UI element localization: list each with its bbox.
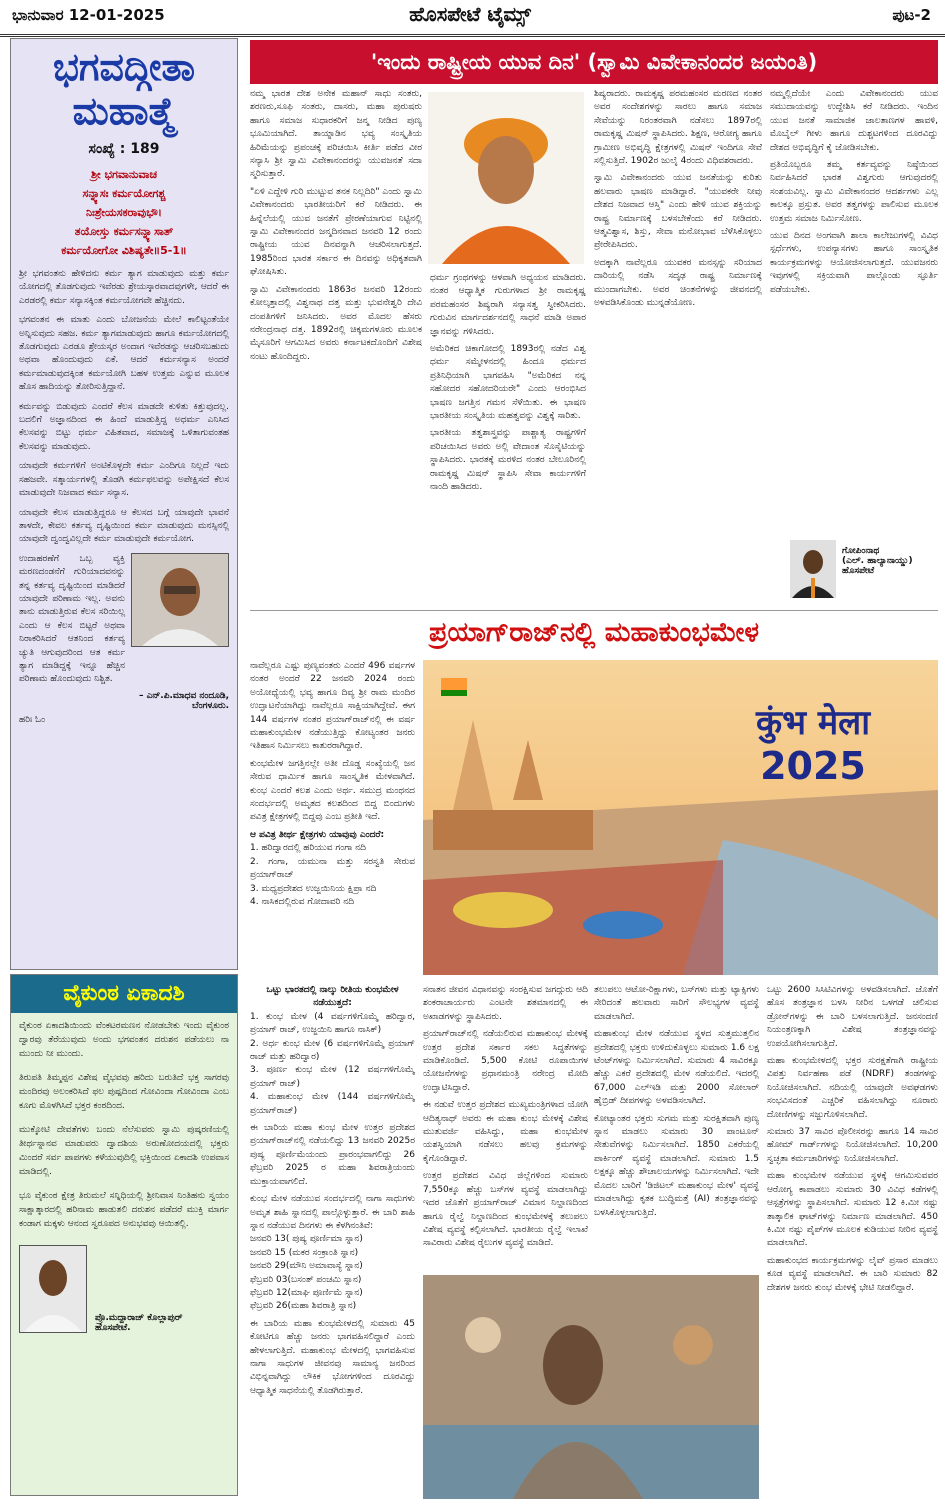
gita-column	[10, 38, 238, 970]
gita-paragraph: ಶ್ರೀ ಭಗವಂತನು ಹೇಳಿದನು ಕರ್ಮ ತ್ಯಾಗ ಮಾಡುವುದು ಮತ್ತು ಕರ್ಮ ಯೋಗದಲ್ಲಿ ತೊಡಗುವುದು ಇವೆರಡು ಶ್ರೇಯಸ್ಕಾರವಾದವುಗಳೇ, ಆದರೆ ಈ ಎರಡರಲ್ಲಿ ಕರ್ಮ ಸನ್ಯಾಸಕ್ಕಿಂತ ಕರ್ಮಯೋಗವೇ ಹೆಚ್ಚಿನದು.	[19, 269, 229, 306]
article-paragraph: ಪ್ರತಿಯೊಬ್ಬರೂ ತಮ್ಮ ಕರ್ತವ್ಯವನ್ನು ನಿಷ್ಠೆಯಿಂದ ನಿರ್ವಹಿಸಿದರೆ ಭಾರತ ವಿಶ್ವಗುರು ಆಗುವುದರಲ್ಲಿ ಸಂಶಯವಿಲ್ಲ. ಸ್ವಾಮಿ ವಿವೇಕಾನಂದರ ಆದರ್ಶಗಳು ಎಲ್ಲ ಕಾಲಕ್ಕೂ ಪ್ರಸ್ತುತ. ಅವರ ತತ್ವಗಳನ್ನು ಪಾಲಿಸುವ ಮೂಲಕ ಉತ್ತಮ ಸಮಾಜ ನಿರ್ಮಿಸೋಣ.	[770, 160, 938, 224]
gita-author: – ಎನ್.ಪಿ.ಮಾಧವ ನಂದೂಡಿ,	[138, 690, 229, 701]
gita-verse	[11, 165, 237, 260]
gita-paragraph: ಯಾವುದೇ ಕರ್ಮಗಳಿಗೆ ಅಂಟಿಕೊಳ್ಳದೇ ಕರ್ಮ ಎಂದಿಗೂ ನಿಲ್ಲದೆ ಇದು ಸಹಜವೇ. ಸತ್ಕಾರ್ಯಗಳಲ್ಲಿ ತೊಡಗಿ ಕರ್ಮಫಲವನ್ನು ಅಪೇಕ್ಷಿಸದೆ ಕೆಲಸ ಮಾಡುವುದೇ ನಿಜವಾದ ಕರ್ಮ ಸನ್ಯಾಸ.	[19, 461, 229, 499]
article-paragraph: "ಏಳಿ ಎದ್ದೇಳಿ ಗುರಿ ಮುಟ್ಟುವ ತನಕ ನಿಲ್ಲದಿರಿ" ಎಂದು ಸ್ವಾಮಿ ವಿವೇಕಾನಂದರು ಭಾರತೀಯರಿಗೆ ಕರೆ ನೀಡಿದರು. ಈ ಹಿನ್ನೆಲೆಯಲ್ಲಿ ಯುವ ಜನತೆಗೆ ಪ್ರೇರಣೆಯಾಗುವ ನಿಟ್ಟಿನಲ್ಲಿ ಸ್ವಾಮಿ ವಿವೇಕಾನಂದರ ಜನ್ಮದಿನವಾದ ಜನವರಿ 12 ರಂದು ರಾಷ್ಟ್ರೀಯ ಯುವ ದಿನವನ್ನಾಗಿ ಆಚರಿಸಲಾಗುತ್ತದೆ. 1985ರಿಂದ ಭಾರತ ಸರ್ಕಾರ ಈ ದಿನವನ್ನು ಅಧಿಕೃತವಾಗಿ ಘೋಷಿಸಿತು.	[250, 186, 422, 278]
date-item: ಫೆಬ್ರವರಿ 26(ಮಹಾ ಶಿವರಾತ್ರಿ ಸ್ನಾನ)	[250, 1301, 357, 1312]
poem-stanza: ಮುಕ್ಕೋಟಿ ದೇವತೆಗಳು ಬಂದು ನೆಲೆಸುವರು ಸ್ವಾಮಿ ಪುಷ್ಕರಣಿಯಲ್ಲಿ ತೀರ್ಥಸ್ನಾನವ ಮಾಡುವರು ದ್ವಾದಶಿಯ ಅರುಣೋದಯದಲ್ಲಿ ಭಕ್ತರು ಮಿಂದರೆ ಸರ್ವ ಪಾಪಗಳು ಕಳೆಯುವುದಿಲ್ಲಿ ಭಕ್ತಿಯಿಂದ ಏಕಾದಶಿ ಉಪವಾಸ ಮಾಡಿದಲ್ಲಿ.	[19, 1125, 229, 1177]
verse-line: ಕರ್ಮಯೋಗೋ ವಿಶಿಷ್ಯತೇ॥5-1॥	[61, 244, 187, 257]
date-item: ಫೆಬ್ರವರಿ 03(ಬಸಂತ್ ಪಂಚಮಿ ಸ್ನಾನ)	[250, 1274, 362, 1285]
kumbh-paragraph: ಮಹಾ ಕುಂಭಮೇಳದಲ್ಲಿ ಭಕ್ತರ ಸುರಕ್ಷತೆಗಾಗಿ ರಾಷ್ಟ್ರೀಯ ವಿಪತ್ತು ನಿರ್ವಹಣಾ ಪಡೆ (NDRF) ತಂಡಗಳನ್ನು ನಿಯೋಜಿಸಲಾಗಿದೆ. ನದಿಯಲ್ಲಿ ಯಾವುದೇ ಅವಘಡಗಳು ಸಂಭವಿಸದಂತೆ ಎಚ್ಚರಿಕೆ ವಹಿಸಲಾಗಿದ್ದು ನೂರಾರು ದೋಣಿಗಳನ್ನು ಸಜ್ಜುಗೊಳಿಸಲಾಗಿದೆ.	[767, 1056, 938, 1120]
kumbh-paragraph: ನಾವೆಲ್ಲರೂ ಎಷ್ಟು ಪುಣ್ಯವಂತರು ಎಂದರೆ 496 ವರ್ಷಗಳ ನಂತರ ಅಂದರೆ 22 ಜನವರಿ 2024 ರಂದು ಅಯೋಧ್ಯೆಯಲ್ಲಿ ಭವ್ಯ ಹಾಗೂ ದಿವ್ಯ ಶ್ರೀ ರಾಮ ಮಂದಿರ ಉದ್ಘಾಟನೆಯಾಗಿದ್ದು ನಾವೆಲ್ಲರೂ ಸಾಕ್ಷಿಯಾಗಿದ್ದೇವೆ. ಈಗ 144 ವರ್ಷಗಳ ನಂತರ ಪ್ರಯಾಗ್‌ರಾಜ್‌ನಲ್ಲಿ ಈ ವರ್ಷ ಮಹಾಕುಂಭಮೇಳ ನಡೆಯುತ್ತಿದ್ದು ಕೋಟ್ಯಂತರ ಜನರು ಇತಿಹಾಸ ನಿರ್ಮಿಸಲು ಕಾತುರರಾಗಿದ್ದಾರೆ.	[250, 661, 415, 752]
article-paragraph: ಭಾರತೀಯ ತತ್ವಶಾಸ್ತ್ರವನ್ನು ಪಾಶ್ಚಾತ್ಯ ರಾಷ್ಟ್ರಗಳಿಗೆ ಪರಿಚಯಿಸಿದ ಅವರು ಅಲ್ಲಿ ವೇದಾಂತ ಸೊಸೈಟಿಯನ್ನು ಸ್ಥಾಪಿಸಿದರು. ಭಾರತಕ್ಕೆ ಮರಳಿದ ನಂತರ ಬೇಲೂರಿನಲ್ಲಿ ರಾಮಕೃಷ್ಣ ಮಿಷನ್ ಸ್ಥಾಪಿಸಿ ಸೇವಾ ಕಾರ್ಯಗಳಿಗೆ ನಾಂದಿ ಹಾಡಿದರು.	[430, 428, 586, 493]
vivekananda-article	[250, 88, 938, 608]
poet-place: ಹೊಸಪೇಟೆ.	[95, 1323, 131, 1333]
poem-stanza: ಭೂ ವೈಕುಂಠ ಕ್ಷೇತ್ರ ತಿರುಮಲೆ ಸನ್ನಿಧಿಯಲ್ಲಿ ಶ್ರೀನಿವಾಸ ನಿಂತಿಹನು ಸ್ವಯಂ ಸಾಕ್ಷಾತ್ಕಾರದಲ್ಲಿ ಹರಿನಾಮ ಹಾಡುತಲಿ ದರುಶನ ಪಡೆದರೆ ಮುಕ್ತಿ ಮಾರ್ಗ ಕಂಡಾಗ ಮಕ್ಕಳು ಆನಂದ ಸ್ವರೂಪದ ಅನುಭವವು ಆಯಿತಲ್ಲಿ.	[19, 1191, 229, 1229]
poet-name: ಪ್ರೊ.ಮದ್ದಾರಾಜ್ ಕೊಲ್ಲಾಪುರ್	[95, 1313, 183, 1323]
kumbh-paragraph: ಕುಂಭ ಮೇಳ ನಡೆಯುವ ಸಂದರ್ಭದಲ್ಲಿ ನಾಗಾ ಸಾಧುಗಳು ಅಮೃತ ಶಾಹಿ ಸ್ನಾನದಲ್ಲಿ ಪಾಲ್ಗೊಳ್ಳುತ್ತಾರೆ. ಈ ಬಾರಿ ಶಾಹಿ ಸ್ನಾನ ನಡೆಯುವ ದಿನಗಳು ಈ ಕೆಳಗಿನಂತಿವೆ:	[250, 1194, 415, 1231]
article-paragraph: ಸ್ವಾಮಿ ವಿವೇಕಾನಂದರು 1863ರ ಜನವರಿ 12ರಂದು ಕೋಲ್ಕತ್ತಾದಲ್ಲಿ ವಿಶ್ವನಾಥ ದತ್ತ ಮತ್ತು ಭುವನೇಶ್ವರಿ ದೇವಿ ದಂಪತಿಗಳಿಗೆ ಜನಿಸಿದರು. ಅವರ ಮೊದಲ ಹೆಸರು ನರೇಂದ್ರನಾಥ ದತ್ತ. 1892ರಲ್ಲಿ ಚಿಕ್ಕಮಗಳೂರು ಮೂಲಕ ಮೈಸೂರಿಗೆ ಆಗಮಿಸಿದ ಅವರು ಕರ್ನಾಟಕದೊಂದಿಗೆ ವಿಶೇಷ ನಂಟು ಹೊಂದಿದ್ದರು.	[250, 284, 422, 362]
types-title: ಒಟ್ಟು ಭಾರತದಲ್ಲಿ ನಾಲ್ಕು ರೀತಿಯ ಕುಂಭಮೇಳ ನಡೆಯುತ್ತದೆ:	[266, 985, 399, 1009]
kumbh-paragraph: ಪ್ರಯಾಗ್‌ರಾಜ್‌ನಲ್ಲಿ ನಡೆಯಲಿರುವ ಮಹಾಕುಂಭ ಮೇಳಕ್ಕೆ ಉತ್ತರ ಪ್ರದೇಶ ಸರ್ಕಾರ ಸಕಲ ಸಿದ್ಧತೆಗಳನ್ನು ಮಾಡಿಕೊಂಡಿದೆ. 5,500 ಕೋಟಿ ರೂಪಾಯಿಗಳ ಯೋಜನೆಗಳನ್ನು ಪ್ರಧಾನಮಂತ್ರಿ ನರೇಂದ್ರ ಮೋದಿ ಉದ್ಘಾಟಿಸಿದ್ದಾರೆ.	[423, 1029, 588, 1093]
kumbh-paragraph: ಮಹಾ ಕುಂಭಮೇಳ ನಡೆಯುವ ಸ್ಥಳಕ್ಕೆ ಆಗಮಿಸುವವರ ಆರೋಗ್ಯ ಕಾಪಾಡಲು ಸುಮಾರು 30 ವಿವಿಧ ಕಡೆಗಳಲ್ಲಿ ಆಸ್ಪತ್ರೆಗಳನ್ನು ಸ್ಥಾಪಿಸಲಾಗಿದೆ. ಸುಮಾರು 12 ಕಿ.ಮೀ ನಷ್ಟು ತಾತ್ಕಾಲಿಕ ಘಾಟ್‌ಗಳನ್ನು ನಿರ್ಮಾಣ ಮಾಡಲಾಗಿದೆ. 450 ಕಿ.ಮೀ ನಷ್ಟು ಪೈಪ್‌ಗಳ ಮೂಲಕ ಕುಡಿಯುವ ನೀರಿನ ವ್ಯವಸ್ಥೆ ಮಾಡಲಾಗಿದೆ.	[767, 1171, 938, 1249]
kumbh-paragraph: ಕೋಟ್ಯಾಂತರ ಭಕ್ತರು ಸುಗಮ ಮತ್ತು ಸುರಕ್ಷಿತವಾಗಿ ಪುಣ್ಯ ಸ್ನಾನ ಮಾಡಲು ಸುಮಾರು 30 ಪಾಂಟೂನ್ ಸೇತುವೆಗಳನ್ನು ನಿರ್ಮಿಸಲಾಗಿದೆ. 1850 ಎಕರೆಯಲ್ಲಿ ಪಾರ್ಕಿಂಗ್ ವ್ಯವಸ್ಥೆ ಮಾಡಲಾಗಿದೆ. ಸುಮಾರು 1.5 ಲಕ್ಷಕ್ಕೂ ಹೆಚ್ಚು ಶೌಚಾಲಯಗಳನ್ನು ನಿರ್ಮಿಸಲಾಗಿದೆ. ಇದೇ ಮೊದಲ ಬಾರಿಗೆ 'ಡಿಜಿಟಲ್ ಮಹಾಕುಂಭ ಮೇಳ' ವ್ಯವಸ್ಥೆ ಮಾಡಲಾಗಿದ್ದು ಕೃತಕ ಬುದ್ಧಿಮತ್ತೆ (AI) ತಂತ್ರಜ್ಞಾನವನ್ನು ಬಳಸಿಕೊಳ್ಳಲಾಗುತ್ತಿದೆ.	[594, 1113, 759, 1218]
vaikuntha-column	[10, 974, 238, 1496]
article-paragraph: ನಮ್ಮಲ್ಲಿದೆಯೇ ಎಂದು ವಿವೇಕಾನಂದರು ಯುವ ಸಮುದಾಯವನ್ನು ಉದ್ದೇಶಿಸಿ ಕರೆ ನೀಡಿದರು. ಇಂದಿನ ಯುವ ಜನತೆ ಸಾಮಾಜಿಕ ಜಾಲತಾಣಗಳ ಹಾವಳಿ, ಮೊಬೈಲ್ ಗೀಳು ಹಾಗೂ ದುಶ್ಚಟಗಳಿಂದ ದೂರವಿದ್ದು ದೇಶದ ಅಭಿವೃದ್ಧಿಗೆ ಕೈ ಜೋಡಿಸಬೇಕು.	[770, 89, 938, 153]
vivekananda-portrait	[428, 92, 584, 264]
vaikuntha-title: ವೈಕುಂಠ ಏಕಾದಶಿ	[11, 975, 237, 1013]
article-paragraph: ಅದಕ್ಕಾಗಿ ನಾವೆಲ್ಲರೂ ಯುವಕರ ಮನಸ್ಸನ್ನು ಸರಿಯಾದ ದಾರಿಯಲ್ಲಿ ನಡೆಸಿ ಸದೃಢ ರಾಷ್ಟ್ರ ನಿರ್ಮಾಣಕ್ಕೆ ಮುಂದಾಗಬೇಕು. ಅವರ ಚಿಂತನೆಗಳನ್ನು ಜೀವನದಲ್ಲಿ ಅಳವಡಿಸಿಕೊಂಡು ಮುನ್ನಡೆಯೋಣ.	[594, 257, 762, 309]
writer-photo	[790, 540, 836, 598]
kumbh-paragraph: ಮಹಾಕುಂಭ ಮೇಳ ನಡೆಯುವ ಸ್ಥಳದ ಸುತ್ತಮುತ್ತಲಿನ ಪ್ರದೇಶದಲ್ಲಿ ಭಕ್ತರು ಉಳಿದುಕೊಳ್ಳಲು ಸುಮಾರು 1.6 ಲಕ್ಷ ಟೆಂಟ್‌ಗಳನ್ನು ನಿರ್ಮಿಸಲಾಗಿದೆ. ಸುಮಾರು 4 ಸಾವಿರಕ್ಕೂ ಹೆಚ್ಚು ಎಕರೆ ಪ್ರದೇಶದಲ್ಲಿ ಮೇಳ ನಡೆಯಲಿದೆ. ಇದರಲ್ಲಿ 67,000 ಎಲ್‌ಇಡಿ ಮತ್ತು 2000 ಸೋಲಾರ್ ಹೈಬ್ರಿಡ್ ದೀಪಗಳನ್ನು ಅಳವಡಿಸಲಾಗಿದೆ.	[594, 1029, 759, 1107]
verse-line: ಸನ್ನ್ಯಾಸಃ ಕರ್ಮಯೋಗಶ್ಚ	[82, 187, 166, 200]
gita-paragraph: ಉದಾಹರಣೆಗೆ ಒಬ್ಬ ವ್ಯಕ್ತಿ ಮರಣದಂಡನೆಗೆ ಗುರಿಯಾದವನನ್ನು ತನ್ನ ಕರ್ತವ್ಯ ದೃಷ್ಟಿಯಿಂದ ಮಾಡಿದರೆ ಯಾವುದೇ ಪರಿಣಾಮ ಇಲ್ಲ. ಅವನು ತಾನು ಮಾಡುತ್ತಿರುವ ಕೆಲಸ ಸರಿಯಿಲ್ಲ ಎಂದು ಆ ಕೆಲಸ ಬಿಟ್ಟರೆ ಅಥವಾ ನಿರಾಕರಿಸಿದರೆ ಆತನಿಂದ ಕರ್ತವ್ಯ ಚ್ಯುತಿ ಆಗುವುದರಿಂದ ಆತ ಕರ್ಮ ತ್ಯಾಗ ಮಾಡಿದ್ದಕ್ಕೆ ಇನ್ನೂ ಹೆಚ್ಚಿನ ಪರಿಣಾಮ ಹೊಂದುವುದು ನಿಶ್ಚಿತ.	[19, 553, 125, 685]
poem-stanza: ತಿರುಪತಿ ತಿಮ್ಮಪ್ಪನ ವಿಶೇಷ ವೈಭವವು ಹರಿದು ಬರುತಿದೆ ಭಕ್ತ ಸಾಗರವು ಮಂದಿರವು ಅಲಂಕರಿಸಿದೆ ಫಲ ಪುಷ್ಪದಿಂದ ಗೋವಿಂದಾ ಗೋವಿಂದಾ ಎಂಬ ಕೂಗು ಮೊಳಗಿಸಿದೆ ಭಕ್ತರ ಕಂಠದಿಂದ.	[19, 1073, 229, 1111]
kumbh-paragraph: ಸುಮಾರು 37 ಸಾವಿರ ಪೊಲೀಸರನ್ನು ಹಾಗೂ 14 ಸಾವಿರ ಹೋಮ್ ಗಾರ್ಡ್‌ಗಳನ್ನು ನಿಯೋಜಿಸಲಾಗಿದೆ. 10,200 ಸ್ವಚ್ಛತಾ ಕರ್ಮಚಾರಿಗಳನ್ನು ನಿಯೋಜಿಸಲಾಗಿದೆ.	[767, 1127, 938, 1164]
types-item: 3. ಪೂರ್ಣ ಕುಂಭ ಮೇಳ (12 ವರ್ಷಗಳಿಗೊಮ್ಮೆ ಪ್ರಯಾಗ್ ರಾಜ್)	[250, 1065, 415, 1089]
date-item: ಜನವರಿ 29(ಮೌನಿ ಅಮಾವಾಸ್ಯೆ ಸ್ನಾನ)	[250, 1261, 363, 1272]
divider	[250, 610, 938, 611]
kumbh-paragraph: ತಲುಪಲು ಆಟೋ-ರಿಕ್ಷಾಗಳು, ಬಸ್‌ಗಳು ಮತ್ತು ಟ್ಯಾಕ್ಸಿಗಳು ಸೇರಿದಂತೆ ಹಲವಾರು ಸಾರಿಗೆ ಸೌಲಭ್ಯಗಳ ವ್ಯವಸ್ಥೆ ಮಾಡಲಾಗಿದೆ.	[594, 985, 759, 1022]
writer-name-2: (ಎಲ್. ಹಾಲ್ಯಾನಾಯ್ಡು)	[842, 556, 913, 566]
kumbh-paragraph: ಮಹಾಕುಂಭದ ಕಾರ್ಯಕ್ರಮಗಳನ್ನು ಲೈವ್ ಪ್ರಸಾರ ಮಾಡಲು ಕೂಡ ವ್ಯವಸ್ಥೆ ಮಾಡಲಾಗಿದೆ. ಈ ಬಾರಿ ಸುಮಾರು 82 ದೇಶಗಳ ಜನರು ಕುಂಭ ಮೇಳಕ್ಕೆ ಭೇಟಿ ನೀಡಲಿದ್ದಾರೆ.	[767, 1255, 938, 1293]
kumbh-paragraph: ಈ ಬಾರಿಯ ಮಹಾ ಕುಂಭ ಮೇಳ ಉತ್ತರ ಪ್ರದೇಶದ ಪ್ರಯಾಗ್‌ರಾಜ್‌ನಲ್ಲಿ ನಡೆಯಲಿದ್ದು 13 ಜನವರಿ 2025ರ ಪುಷ್ಯ ಪೂರ್ಣಿಮೆಯಂದು ಪ್ರಾರಂಭವಾಗಲಿದ್ದು 26 ಫೆಬ್ರವರಿ 2025 ರ ಮಹಾ ಶಿವರಾತ್ರಿಯಂದು ಮುಕ್ತಾಯವಾಗಲಿದೆ.	[250, 1123, 415, 1187]
newspaper-name: ಹೊಸಪೇಟೆ ಟೈಮ್ಸ್	[409, 2, 531, 26]
sadhu-photo	[423, 1275, 759, 1499]
photo-caption-year: 2025	[760, 744, 866, 788]
gita-paragraph: ಕರ್ಮವನ್ನು ಬಿಡುವುದು ಎಂದರೆ ಕೆಲಸ ಮಾಡದೇ ಕುಳಿತು ಕಿತ್ತುವುದಲ್ಲ. ಬದಲಿಗೆ ಅಜ್ಞಾನದಿಂದ ಈ ಹಿಂದೆ ಮಾಡುತ್ತಿದ್ದ ಅಧರ್ಮ ಎನಿಸಿದ ಕೆಲಸವನ್ನು ಬಿಟ್ಟು ಧರ್ಮ ವಿಹಿತವಾದ, ಸಮಾಜಕ್ಕೆ ಒಳಿತಾಗುವಂತಹ ಕೆಲಸವನ್ನು ಮಾಡುವುದು.	[19, 401, 229, 452]
vivekananda-headline: 'ಇಂದು ರಾಷ್ಟ್ರೀಯ ಯುವ ದಿನ' (ಸ್ವಾಮಿ ವಿವೇಕಾನಂದರ ಜಯಂತಿ)	[250, 40, 938, 84]
issue-date: ಭಾನುವಾರ 12-01-2025	[12, 6, 165, 24]
kumbh-paragraph: ಕುಂಭಮೇಳ ಜಗತ್ತಿನಲ್ಲೇ ಅತೀ ದೊಡ್ಡ ಸಂಖ್ಯೆಯಲ್ಲಿ ಜನ ಸೇರುವ ಧಾರ್ಮಿಕ ಹಾಗೂ ಸಾಂಸ್ಕೃತಿಕ ಮೇಳವಾಗಿದೆ. ಕುಂಭ ಎಂದರೆ ಕಲಶ ಎಂದು ಅರ್ಥ. ಸಮುದ್ರ ಮಂಥನದ ಸಂದರ್ಭದಲ್ಲಿ ಅಮೃತದ ಕಲಶದಿಂದ ಬಿದ್ದ ಬಿಂದುಗಳು ಪವಿತ್ರ ಕ್ಷೇತ್ರಗಳಲ್ಲಿ ಬಿದ್ದವು ಎಂಬ ಪ್ರತೀತಿ ಇದೆ.	[250, 758, 415, 823]
page-number: ಪುಟ-2	[892, 6, 931, 24]
date-item: ಜನವರಿ 15 (ಮಕರ ಸಂಕ್ರಾಂತಿ ಸ್ನಾನ)	[250, 1247, 359, 1258]
article-paragraph: ಶಿಷ್ಯರಾದರು. ರಾಮಕೃಷ್ಣ ಪರಮಹಂಸರ ಮರಣದ ನಂತರ ಅವರ ಸಂದೇಶಗಳನ್ನು ಸಾರಲು ಹಾಗೂ ಸಮಾಜ ಸೇವೆಯನ್ನು ನಿರಂತರವಾಗಿ ನಡೆಸಲು 1897ರಲ್ಲಿ ರಾಮಕೃಷ್ಣ ಮಿಷನ್ ಸ್ಥಾಪಿಸಿದರು. ಶಿಕ್ಷಣ, ಆರೋಗ್ಯ ಹಾಗೂ ಗ್ರಾಮೀಣ ಅಭಿವೃದ್ಧಿ ಕ್ಷೇತ್ರಗಳಲ್ಲಿ ಮಿಷನ್ ಇಂದಿಗೂ ಸೇವೆ ಸಲ್ಲಿಸುತ್ತಿದೆ. 1902ರ ಜುಲೈ 4ರಂದು ವಿಧಿವಶರಾದರು.	[594, 89, 762, 167]
places-item: 1. ಹರಿದ್ವಾರದಲ್ಲಿ ಹರಿಯುವ ಗಂಗಾ ನದಿ	[250, 843, 366, 854]
verse-line: ನಿಃಶ್ರೇಯಸಕರಾವುಭೌ।	[86, 206, 162, 219]
article-paragraph: ನಮ್ಮ ಭಾರತ ದೇಶ ಅನೇಕ ಮಹಾನ್ ಸಾಧು ಸಂತರು, ಶರಣರು,ಸೂಫಿ ಸಂತರು, ದಾಸರು, ಮಹಾ ಪುರುಷರು ಹಾಗೂ ಸಮಾಜ ಸುಧಾರಕರಿಗೆ ಜನ್ಮ ನೀಡಿದ ಪುಣ್ಯ ಭೂಮಿಯಾಗಿದೆ. ತಾಯ್ನಾಡಿನ ಭವ್ಯ ಸಂಸ್ಕೃತಿಯ ಹಿರಿಮೆಯನ್ನು ಪ್ರಪಂಚಕ್ಕೆ ಪರಿಚಯಿಸಿ ಕೀರ್ತಿ ಪಡೆದ ವೀರ ಸನ್ಯಾಸಿ ಶ್ರೀ ಸ್ವಾಮಿ ವಿವೇಕಾನಂದರನ್ನು ಯುವಜನತೆ ಸದಾ ಸ್ಮರಿಸುತ್ತಾರೆ.	[250, 89, 422, 180]
kumbh-paragraph: ಈ ನಡುವೆ ಉತ್ತರ ಪ್ರದೇಶದ ಮುಖ್ಯಮಂತ್ರಿಗಳಾದ ಯೋಗಿ ಆದಿತ್ಯನಾಥ್ ಅವರು ಈ ಮಹಾ ಕುಂಭ ಮೇಳಕ್ಕೆ ವಿಶೇಷ ಮುತುವರ್ಜಿ ವಹಿಸಿದ್ದು, ಮಹಾ ಕುಂಭಮೇಳ ಯಶಸ್ವಿಯಾಗಿ ನಡೆಸಲು ಹಲವು ಕ್ರಮಗಳನ್ನು ಕೈಗೊಂಡಿದ್ದಾರೆ.	[423, 1100, 588, 1164]
gita-title: ಭಗವದ್ಗೀತಾ ಮಹಾತ್ಮೆ	[52, 45, 196, 133]
poet-photo	[19, 1245, 87, 1333]
article-paragraph: ಯುವ ದಿನದ ಅಂಗವಾಗಿ ಶಾಲಾ ಕಾಲೇಜುಗಳಲ್ಲಿ ವಿವಿಧ ಸ್ಪರ್ಧೆಗಳು, ಉಪನ್ಯಾಸಗಳು ಹಾಗೂ ಸಾಂಸ್ಕೃತಿಕ ಕಾರ್ಯಕ್ರಮಗಳನ್ನು ಆಯೋಜಿಸಲಾಗುತ್ತದೆ. ಯುವಜನರು ಇವುಗಳಲ್ಲಿ ಸಕ್ರಿಯವಾಗಿ ಪಾಲ್ಗೊಂಡು ಸ್ಫೂರ್ತಿ ಪಡೆಯಬೇಕು.	[770, 231, 938, 295]
date-item: ಫೆಬ್ರವರಿ 12(ಮಾಘಿ ಪೂರ್ಣಿಮೆ ಸ್ನಾನ)	[250, 1287, 363, 1298]
types-item: 4. ಮಹಾಕುಂಭ ಮೇಳ (144 ವರ್ಷಗಳಿಗೊಮ್ಮೆ ಪ್ರಯಾಗ್‌ರಾಜ್)	[250, 1092, 415, 1116]
kumbh-paragraph: ಒಟ್ಟು 2600 ಸಿಸಿಟಿವಿಗಳನ್ನು ಅಳವಡಿಸಲಾಗಿದೆ. ಜೊತೆಗೆ ಹೊಸ ತಂತ್ರಜ್ಞಾನ ಬಳಸಿ ನೀರಿನ ಒಳಗಡೆ ಚಲಿಸುವ ಡ್ರೋನ್‌ಗಳನ್ನು ಈ ಬಾರಿ ಬಳಸಲಾಗುತ್ತಿದೆ. ಜನಸಂದಣಿ ನಿಯಂತ್ರಣಕ್ಕಾಗಿ ವಿಶೇಷ ತಂತ್ರಜ್ಞಾನವನ್ನು ಉಪಯೋಗಿಸಲಾಗುತ್ತಿದೆ.	[767, 985, 938, 1049]
gita-place: ಬೆಂಗಳೂರು.	[191, 700, 229, 711]
kumbh-paragraph: ಸನಾತನ ಜೀವನ ವಿಧಾನವನ್ನು ಸಂರಕ್ಷಿಸುವ ಜಗದ್ಗುರು ಆದಿ ಶಂಕರಾಚಾರ್ಯರು ಎಂಟನೇ ಶತಮಾನದಲ್ಲಿ ಈ ಅಖಾಡಗಳನ್ನು ಸ್ಥಾಪಿಸಿದರು.	[423, 985, 588, 1022]
writer-place: ಹೊಸಪೇಟೆ	[842, 566, 875, 576]
kumbh-photo	[423, 660, 938, 975]
verse-line: ತಯೋಸ್ತು ಕರ್ಮಸನ್ನ್ಯಾಸಾತ್	[74, 225, 174, 238]
masthead	[0, 0, 945, 37]
gita-closing: ಹರಿಃ ಓಂ	[19, 714, 46, 725]
kumbh-paragraph: ಈ ಬಾರಿಯ ಮಹಾ ಕುಂಭಮೇಳದಲ್ಲಿ ಸುಮಾರು 45 ಕೋಟಿಗೂ ಹೆಚ್ಚು ಜನರು ಭಾಗವಹಿಸಲಿದ್ದಾರೆ ಎಂದು ಹೇಳಲಾಗುತ್ತಿದೆ. ಮಹಾಕುಂಭ ಮೇಳದಲ್ಲಿ ಭಾಗವಹಿಸುವ ನಾಗಾ ಸಾಧುಗಳ ಜೀವನವು ಸಾಮಾನ್ಯ ಜನರಿಂದ ವಿಭಿನ್ನವಾಗಿದ್ದು ಲೌಕಿಕ ಭೋಗಗಳಿಂದ ದೂರವಿದ್ದು ಆಧ್ಯಾತ್ಮಿಕ ಸಾಧನೆಯಲ್ಲಿ ತೊಡಗಿರುತ್ತಾರೆ.	[250, 1318, 415, 1396]
kumbh-paragraph: ಉತ್ತರ ಪ್ರದೇಶದ ವಿವಿಧ ಜಿಲ್ಲೆಗಳಿಂದ ಸುಮಾರು 7,550ಕ್ಕೂ ಹೆಚ್ಚು ಬಸ್‌ಗಳ ವ್ಯವಸ್ಥೆ ಮಾಡಲಾಗಿದ್ದು ಇದರ ಜೊತೆಗೆ ಪ್ರಯಾಗ್‌ರಾಜ್ ವಿಮಾನ ನಿಲ್ದಾಣದಿಂದ ಹಾಗೂ ರೈಲ್ವೆ ನಿಲ್ದಾಣದಿಂದ ಕುಂಭಮೇಳಕ್ಕೆ ತಲುಪಲು ವಿಶೇಷ ವ್ಯವಸ್ಥೆ ಕಲ್ಪಿಸಲಾಗಿದೆ. ಭಾರತೀಯ ರೈಲ್ವೆ ಇಲಾಖೆ ಸಾವಿರಾರು ವಿಶೇಷ ರೈಲುಗಳ ವ್ಯವಸ್ಥೆ ಮಾಡಿದೆ.	[423, 1171, 588, 1249]
types-item: 2. ಅರ್ಧ ಕುಂಭ ಮೇಳ (6 ವರ್ಷಗಳಿಗೊಮ್ಮೆ ಪ್ರಯಾಗ್ ರಾಜ್ ಮತ್ತು ಹರಿದ್ವಾರ)	[250, 1038, 415, 1063]
writer-name: ಗೋಪಿಂನಾಥ	[842, 546, 880, 556]
gita-paragraph: ಭಗವಂತನ ಈ ಮಾತು ಎಂದು ಬೋಜನೆಯ ಮೇಲೆ ಕಾಲಿಟ್ಟಂತೆಯೇ ಅನ್ನಿಸುವುದು ಸಹಜ. ಕರ್ಮ ತ್ಯಾಗಮಾಡುವುದು ಹಾಗೂ ಕರ್ಮಯೋಗದಲ್ಲಿ ತೊಡಗುವುದು ಎರಡೂ ಶ್ರೇಯಸ್ಕರ ಅಂದಾಗ ಇವೆರಡನ್ನು ಆಚರಿಸಬಹುದು ಅಥವಾ ಹೊಂದುವುದು ಏಕೆ. ಆದರೆ ಕರ್ಮಸನ್ಯಾಸ ಅಂದರೆ ಕರ್ಮಮಾಡುವುದಕ್ಕಿಂತ ಕರ್ಮಯೋಗಿ ಬಹಳ ಉತ್ತಮ ಎನ್ನುವ ಮೂಲಕ ಹೊಸ ಹಾದಿಯನ್ನು ತೋರಿಸುತ್ತಿದ್ದಾನೆ.	[19, 315, 229, 393]
places-title: ಆ ಪವಿತ್ರ ತೀರ್ಥ ಕ್ಷೇತ್ರಗಳು ಯಾವುವು ಎಂದರೆ:	[250, 829, 385, 840]
photo-caption-kumbh: कुंभ मेला	[755, 703, 871, 743]
article-paragraph: ಅಮೆರಿಕದ ಚಿಕಾಗೋದಲ್ಲಿ 1893ರಲ್ಲಿ ನಡೆದ ವಿಶ್ವ ಧರ್ಮ ಸಮ್ಮೇಳನದಲ್ಲಿ ಹಿಂದೂ ಧರ್ಮದ ಪ್ರತಿನಿಧಿಯಾಗಿ ಭಾಗವಹಿಸಿ "ಅಮೆರಿಕದ ನನ್ನ ಸಹೋದರ ಸಹೋದರಿಯರೇ" ಎಂದು ಆರಂಭಿಸಿದ ಭಾಷಣ ಜಗತ್ತಿನ ಗಮನ ಸೆಳೆಯಿತು. ಈ ಭಾಷಣ ಭಾರತೀಯ ಸಂಸ್ಕೃತಿಯ ಮಹತ್ವವನ್ನು ವಿಶ್ವಕ್ಕೆ ಸಾರಿತು.	[430, 344, 586, 422]
kumbh-headline: ಪ್ರಯಾಗ್‌ರಾಜ್‌ನಲ್ಲಿ ಮಹಾಕುಂಭಮೇಳ	[428, 617, 760, 648]
article-paragraph: ಧರ್ಮ ಗ್ರಂಥಗಳನ್ನು ಆಳವಾಗಿ ಅಧ್ಯಯನ ಮಾಡಿದರು. ನಂತರ ಆಧ್ಯಾತ್ಮಿಕ ಗುರುಗಳಾದ ಶ್ರೀ ರಾಮಕೃಷ್ಣ ಪರಮಹಂಸರ ಶಿಷ್ಯರಾಗಿ ಸನ್ಯಾಸತ್ವ ಸ್ವೀಕರಿಸಿದರು. ಗುರುವಿನ ಮಾರ್ಗದರ್ಶನದಲ್ಲಿ ಸಾಧನೆ ಮಾಡಿ ಅಪಾರ ಜ್ಞಾನವನ್ನು ಗಳಿಸಿದರು.	[430, 273, 586, 337]
poem-stanza: ವೈಕುಂಠ ಏಕಾದಶಿಯಿಂದು ವೆಂಕಟರಮಣನ ನೋಡಬೇಕು ಇಂದು ವೈಕುಂಠ ದ್ವಾರವು ತೆರೆಯುವುದು ಅಂದು ಭಗವಂತನ ದರುಶನ ಪಡೆಯಲು ನಾ ಮುಂದು ನೀ ಮುಂದು.	[19, 1021, 229, 1059]
types-item: 1. ಕುಂಭ ಮೇಳ (4 ವರ್ಷಗಳಿಗೊಮ್ಮೆ ಹರಿದ್ವಾರ, ಪ್ರಯಾಗ್ ರಾಜ್, ಉಜ್ಜಯಿನಿ ಹಾಗೂ ನಾಸಿಕ್)	[250, 1011, 415, 1036]
author-photo	[131, 553, 229, 647]
article-paragraph: ಸ್ವಾಮಿ ವಿವೇಕಾನಂದರು ಯುವ ಜನತೆಯನ್ನು ಕುರಿತು ಹಲವಾರು ಭಾಷಣ ಮಾಡಿದ್ದಾರೆ. "ಯುವಕರೇ ನೀವು ದೇಶದ ನಿಜವಾದ ಆಸ್ತಿ" ಎಂದು ಹೇಳಿ ಯುವ ಶಕ್ತಿಯನ್ನು ರಾಷ್ಟ್ರ ನಿರ್ಮಾಣಕ್ಕೆ ಬಳಸಬೇಕೆಂದು ಕರೆ ನೀಡಿದರು. ಆತ್ಮವಿಶ್ವಾಸ, ಶಿಸ್ತು, ಸೇವಾ ಮನೋಭಾವ ಬೆಳೆಸಿಕೊಳ್ಳಲು ಪ್ರೇರೇಪಿಸಿದರು.	[594, 173, 762, 251]
gita-number: ಸಂಖ್ಯೆ : 189	[88, 141, 160, 157]
gita-paragraph: ಯಾವುದೇ ಕೆಲಸ ಮಾಡುತ್ತಿದ್ದರೂ ಆ ಕೆಲಸದ ಬಗ್ಗೆ ಯಾವುದೇ ಭಾವನೆ ತಾಳದೇ, ಕೇವಲ ಕರ್ತವ್ಯ ದೃಷ್ಟಿಯಿಂದ ಕರ್ಮ ಮಾಡುವುದು ಮನಸ್ಸಿನಲ್ಲಿ ಯಾವುದೇ ದ್ವಂದ್ವವಿಲ್ಲದೇ ಕರ್ಮ ಮಾಡುವುದೇ ಕರ್ಮಯೋಗ.	[19, 507, 229, 545]
places-item: 4. ನಾಸಿಕದಲ್ಲಿರುವ ಗೋದಾವರಿ ನದಿ	[250, 896, 355, 907]
date-item: ಜನವರಿ 13( ಪುಷ್ಯ ಪೂರ್ಣಿಮಾ ಸ್ನಾನ)	[250, 1234, 363, 1245]
places-item: 2. ಗಂಗಾ, ಯಮುನಾ ಮತ್ತು ಸರಸ್ವತಿ ಸೇರುವ ಪ್ರಯಾಗ್‌ರಾಜ್	[250, 856, 415, 881]
verse-line: ಶ್ರೀ ಭಗವಾನುವಾಚ	[91, 168, 157, 181]
places-item: 3. ಮಧ್ಯಪ್ರದೇಶದ ಉಜ್ಜಯಿನಿಯ ಕ್ಷಿಪ್ರಾ ನದಿ	[250, 883, 377, 894]
